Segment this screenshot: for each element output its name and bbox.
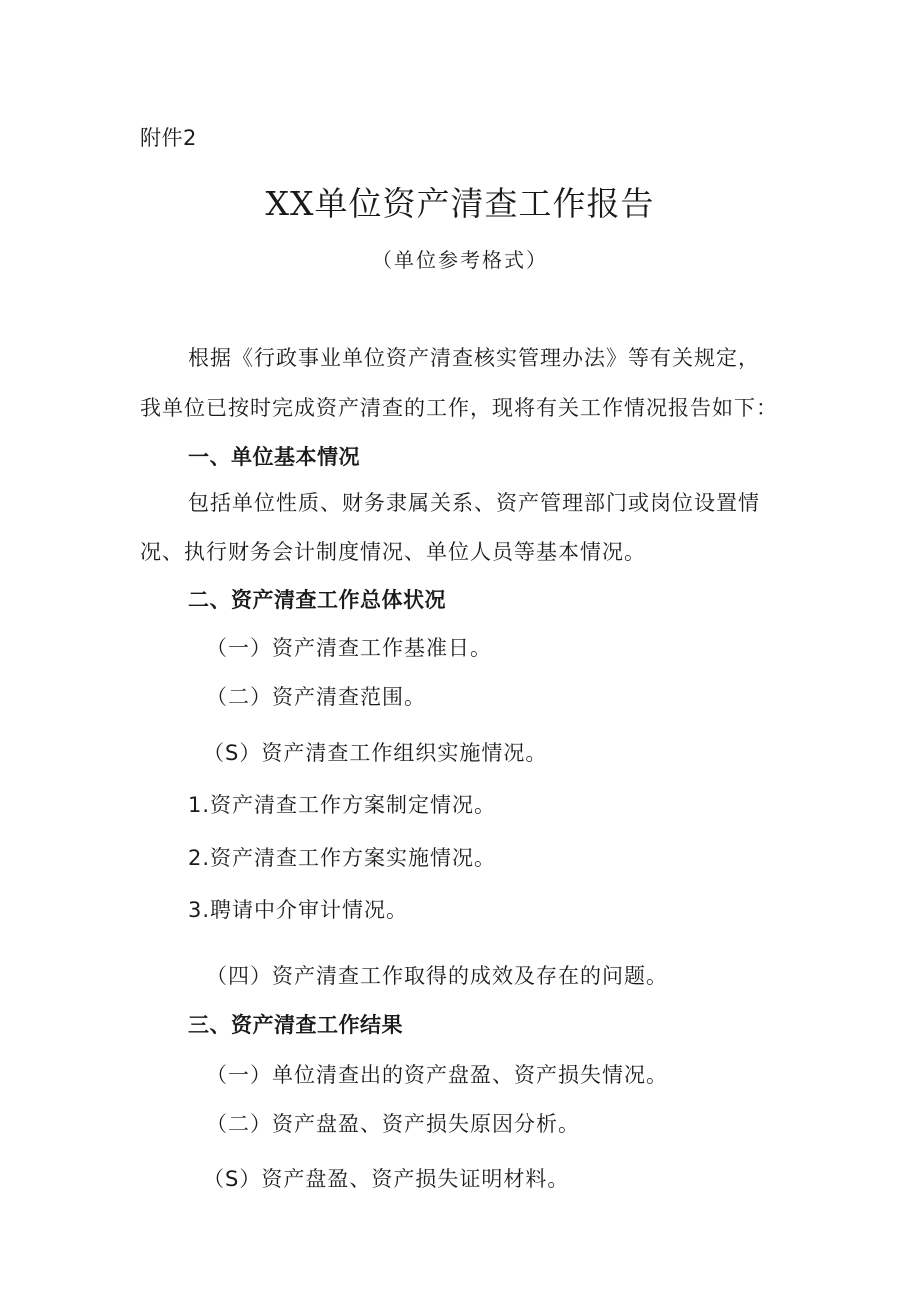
section-2-sub-3: 3.聘请中介审计情况。 [188,898,409,922]
attachment-label: 附件2 [140,126,197,150]
section-2-item-3: （S）资产清查工作组织实施情况。 [203,741,548,765]
document-title: XX单位资产清查工作报告 [265,184,655,223]
section-1-heading: 一、单位基本情况 [188,445,360,469]
section-2-sub-2: 2.资产清查工作方案实施情况。 [188,846,497,870]
section-1-line-2: 况、执行财务会计制度情况、单位人员等基本情况。 [140,540,646,564]
section-2-item-2: （二）资产清查范围。 [206,685,426,709]
section-2-sub-1: 1.资产清查工作方案制定情况。 [188,793,497,817]
section-3-heading: 三、资产清查工作结果 [188,1013,403,1037]
section-2-item-4: （四）资产清查工作取得的成效及存在的问题。 [206,964,668,988]
section-3-item-3: （S）资产盘盈、资产损失证明材料。 [203,1167,570,1191]
section-1-line-1: 包括单位性质、财务隶属关系、资产管理部门或岗位设置情 [188,491,760,515]
document-subtitle: （单位参考格式） [372,248,548,272]
intro-line-1: 根据《行政事业单位资产清查核实管理办法》等有关规定， [188,346,760,370]
section-3-item-2: （二）资产盘盈、资产损失原因分析。 [206,1112,580,1136]
section-2-item-1: （一）资产清查工作基准日。 [206,636,492,660]
section-3-item-1: （一）单位清查出的资产盘盈、资产损失情况。 [206,1063,668,1087]
section-2-heading: 二、资产清查工作总体状况 [188,588,446,612]
intro-line-2: 我单位已按时完成资产清查的工作，现将有关工作情况报告如下： [140,396,778,420]
